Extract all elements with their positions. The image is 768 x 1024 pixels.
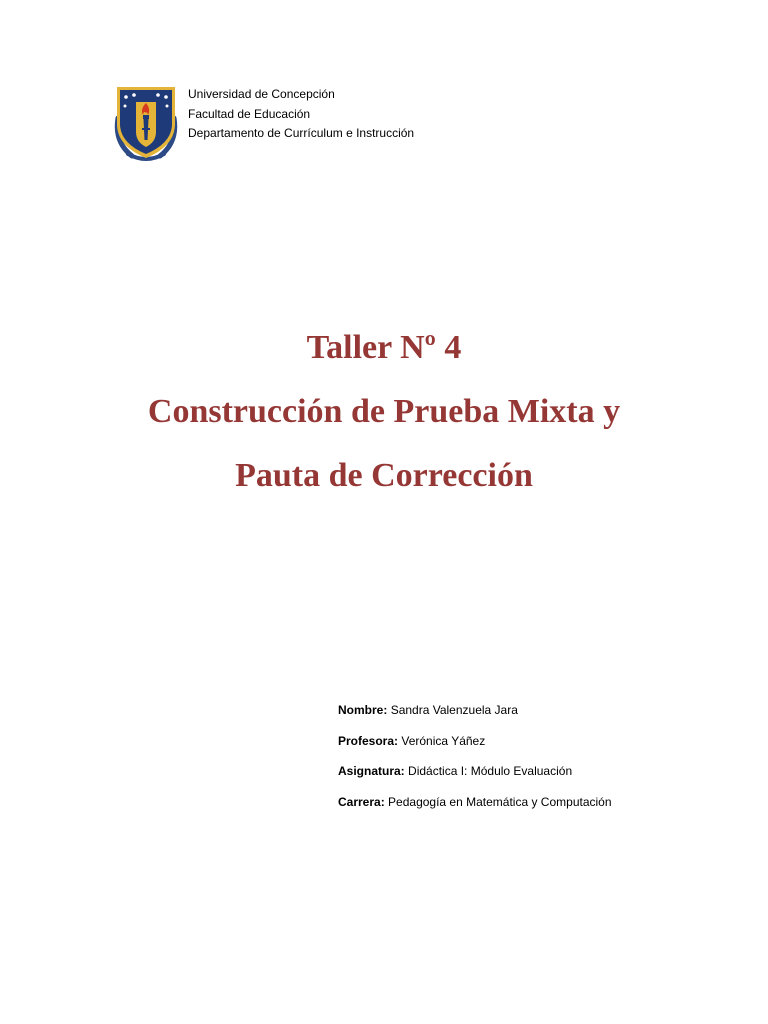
info-row-program xyxy=(338,795,612,810)
info-value: Sandra Valenzuela Jara xyxy=(390,703,518,717)
document-title xyxy=(0,316,768,508)
info-label: Profesora: xyxy=(338,733,399,748)
title-line-rubric: Pauta de Corrección xyxy=(235,457,533,494)
info-value: Didáctica I: Módulo Evaluación xyxy=(408,764,573,778)
info-label: Nombre: xyxy=(338,703,388,717)
document-header xyxy=(112,84,414,164)
info-row-name xyxy=(338,703,612,718)
faculty-name: Facultad de Educación xyxy=(188,106,311,121)
info-label: Asignatura: xyxy=(338,764,405,778)
university-name: Universidad de Concepción xyxy=(188,87,335,101)
info-row-teacher xyxy=(338,734,612,749)
info-value: Pedagogía en Matemática y Computación xyxy=(388,794,612,809)
info-label: Carrera: xyxy=(338,794,385,809)
student-info xyxy=(338,703,612,825)
info-value: Verónica Yáñez xyxy=(401,733,486,748)
info-row-course xyxy=(338,764,612,779)
university-crest-icon xyxy=(112,84,180,164)
title-line-workshop: Taller Nº 4 xyxy=(306,329,462,366)
department-name: Departamento de Currículum e Instrucción xyxy=(188,126,415,140)
title-line-subject: Construcción de Prueba Mixta y xyxy=(147,393,621,430)
institution-info xyxy=(188,85,414,144)
